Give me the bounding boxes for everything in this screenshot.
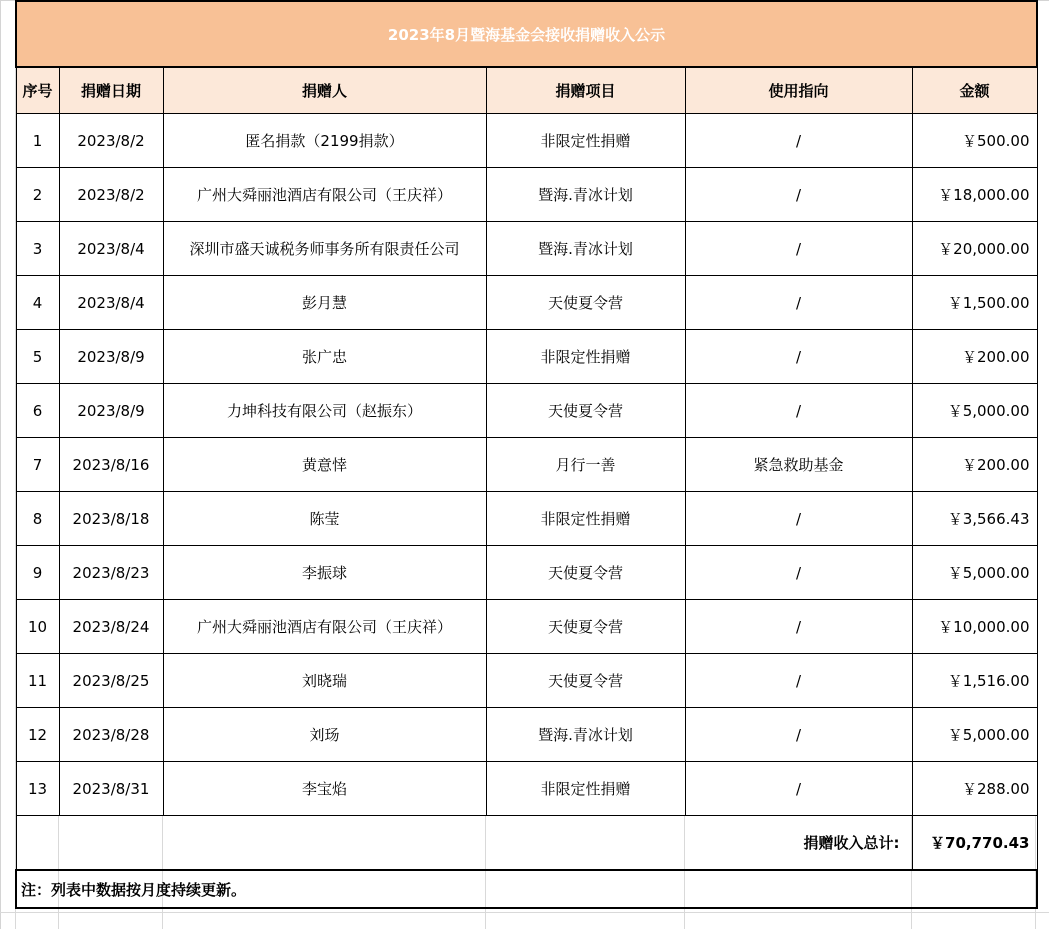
cell-project[interactable]: 非限定性捐赠 [486, 114, 685, 168]
cell-index[interactable]: 2 [16, 168, 59, 222]
donation-table [15, 0, 1038, 909]
total-label[interactable]: 捐赠收入总计: [16, 816, 912, 871]
title-row [16, 1, 1037, 67]
header-donor[interactable]: 捐赠人 [163, 67, 486, 114]
cell-amount[interactable]: ￥5,000.00 [912, 546, 1037, 600]
cell-project[interactable]: 暨海.青冰计划 [486, 222, 685, 276]
cell-project[interactable]: 天使夏令营 [486, 276, 685, 330]
cell-amount[interactable]: ￥5,000.00 [912, 384, 1037, 438]
cell-date[interactable]: 2023/8/4 [59, 276, 163, 330]
cell-date[interactable]: 2023/8/18 [59, 492, 163, 546]
cell-date[interactable]: 2023/8/31 [59, 762, 163, 816]
cell-project[interactable]: 暨海.青冰计划 [486, 708, 685, 762]
table-row [16, 654, 1037, 708]
table-row [16, 168, 1037, 222]
cell-index[interactable]: 4 [16, 276, 59, 330]
cell-donor[interactable]: 刘晓瑞 [163, 654, 486, 708]
header-project[interactable]: 捐赠项目 [486, 67, 685, 114]
cell-donor[interactable]: 匿名捐款（2199捐款） [163, 114, 486, 168]
cell-usage[interactable]: / [685, 330, 912, 384]
note-row [16, 870, 1037, 908]
cell-index[interactable]: 6 [16, 384, 59, 438]
cell-project[interactable]: 天使夏令营 [486, 546, 685, 600]
cell-index[interactable]: 11 [16, 654, 59, 708]
cell-index[interactable]: 8 [16, 492, 59, 546]
cell-usage[interactable]: / [685, 762, 912, 816]
cell-date[interactable]: 2023/8/4 [59, 222, 163, 276]
cell-donor[interactable]: 广州大舜丽池酒店有限公司（王庆祥） [163, 600, 486, 654]
header-date[interactable]: 捐赠日期 [59, 67, 163, 114]
cell-amount[interactable]: ￥500.00 [912, 114, 1037, 168]
cell-donor[interactable]: 黄意悻 [163, 438, 486, 492]
cell-project[interactable]: 天使夏令营 [486, 600, 685, 654]
table-row [16, 114, 1037, 168]
table-row [16, 600, 1037, 654]
table-title[interactable]: 2023年8月暨海基金会接收捐赠收入公示 [16, 1, 1037, 67]
cell-amount[interactable]: ￥1,500.00 [912, 276, 1037, 330]
cell-amount[interactable]: ￥288.00 [912, 762, 1037, 816]
cell-index[interactable]: 3 [16, 222, 59, 276]
table-row [16, 546, 1037, 600]
cell-usage[interactable]: / [685, 384, 912, 438]
table-row [16, 384, 1037, 438]
total-row [16, 816, 1037, 871]
cell-index[interactable]: 13 [16, 762, 59, 816]
table-row [16, 330, 1037, 384]
cell-index[interactable]: 10 [16, 600, 59, 654]
cell-usage[interactable]: / [685, 276, 912, 330]
table-row [16, 438, 1037, 492]
cell-date[interactable]: 2023/8/9 [59, 330, 163, 384]
cell-donor[interactable]: 刘玚 [163, 708, 486, 762]
table-row [16, 762, 1037, 816]
cell-date[interactable]: 2023/8/28 [59, 708, 163, 762]
table-row [16, 222, 1037, 276]
cell-index[interactable]: 1 [16, 114, 59, 168]
table-row [16, 492, 1037, 546]
cell-amount[interactable]: ￥3,566.43 [912, 492, 1037, 546]
cell-date[interactable]: 2023/8/2 [59, 168, 163, 222]
table-row [16, 276, 1037, 330]
cell-usage[interactable]: / [685, 222, 912, 276]
cell-date[interactable]: 2023/8/24 [59, 600, 163, 654]
cell-amount[interactable]: ￥200.00 [912, 330, 1037, 384]
header-amount[interactable]: 金额 [912, 67, 1037, 114]
header-row [16, 67, 1037, 114]
cell-index[interactable]: 5 [16, 330, 59, 384]
cell-project[interactable]: 天使夏令营 [486, 384, 685, 438]
cell-amount[interactable]: ￥20,000.00 [912, 222, 1037, 276]
cell-amount[interactable]: ￥10,000.00 [912, 600, 1037, 654]
cell-project[interactable]: 暨海.青冰计划 [486, 168, 685, 222]
cell-amount[interactable]: ￥1,516.00 [912, 654, 1037, 708]
cell-usage[interactable]: / [685, 546, 912, 600]
table-row [16, 708, 1037, 762]
cell-date[interactable]: 2023/8/16 [59, 438, 163, 492]
cell-usage[interactable]: / [685, 168, 912, 222]
cell-usage[interactable]: / [685, 114, 912, 168]
gridline [0, 912, 1049, 913]
cell-project[interactable]: 非限定性捐赠 [486, 492, 685, 546]
cell-donor[interactable]: 深圳市盛天诚税务师事务所有限责任公司 [163, 222, 486, 276]
cell-index[interactable]: 9 [16, 546, 59, 600]
cell-index[interactable]: 7 [16, 438, 59, 492]
cell-project[interactable]: 非限定性捐赠 [486, 330, 685, 384]
cell-amount[interactable]: ￥200.00 [912, 438, 1037, 492]
cell-date[interactable]: 2023/8/23 [59, 546, 163, 600]
cell-index[interactable]: 12 [16, 708, 59, 762]
cell-donor[interactable]: 广州大舜丽池酒店有限公司（王庆祥） [163, 168, 486, 222]
cell-date[interactable]: 2023/8/25 [59, 654, 163, 708]
note-text[interactable]: 注：列表中数据按月度持续更新。 [16, 870, 1037, 908]
cell-usage[interactable]: / [685, 654, 912, 708]
cell-project[interactable]: 非限定性捐赠 [486, 762, 685, 816]
cell-usage[interactable]: / [685, 600, 912, 654]
cell-project[interactable]: 天使夏令营 [486, 654, 685, 708]
cell-amount[interactable]: ￥18,000.00 [912, 168, 1037, 222]
cell-amount[interactable]: ￥5,000.00 [912, 708, 1037, 762]
cell-donor[interactable]: 陈莹 [163, 492, 486, 546]
cell-donor[interactable]: 张广忠 [163, 330, 486, 384]
total-value[interactable]: ￥70,770.43 [912, 816, 1037, 871]
cell-project[interactable]: 月行一善 [486, 438, 685, 492]
cell-donor[interactable]: 李振球 [163, 546, 486, 600]
cell-donor[interactable]: 力坤科技有限公司（赵振东） [163, 384, 486, 438]
cell-usage[interactable]: / [685, 492, 912, 546]
cell-donor[interactable]: 彭月慧 [163, 276, 486, 330]
cell-usage[interactable]: / [685, 708, 912, 762]
header-usage[interactable]: 使用指向 [685, 67, 912, 114]
cell-usage[interactable]: 紧急救助基金 [685, 438, 912, 492]
cell-donor[interactable]: 李宝焰 [163, 762, 486, 816]
cell-date[interactable]: 2023/8/2 [59, 114, 163, 168]
header-index[interactable]: 序号 [16, 67, 59, 114]
cell-date[interactable]: 2023/8/9 [59, 384, 163, 438]
